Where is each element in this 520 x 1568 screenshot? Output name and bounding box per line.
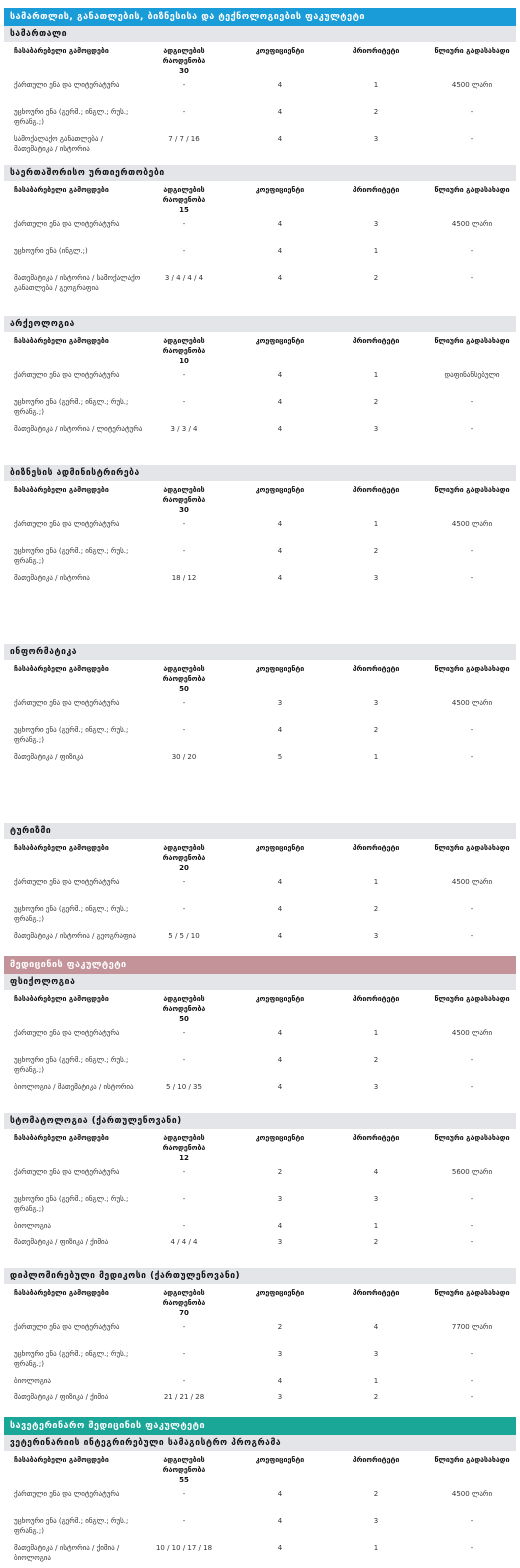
- annual-fee: 4500 ლარი: [451, 878, 493, 886]
- annual-fee: -: [470, 1238, 474, 1246]
- exam-coefficient: 3: [277, 1195, 283, 1203]
- header-exams: ჩასაბარებელი გამოცდები: [14, 486, 109, 494]
- table-row: [4, 750, 516, 777]
- exam-coefficient: 4: [277, 520, 283, 528]
- annual-fee: -: [470, 574, 474, 582]
- exam-priority: 2: [373, 1393, 379, 1401]
- header-coefficient: კოეფიციენტი: [255, 1456, 305, 1464]
- program-title: ტურიზმი: [4, 823, 516, 839]
- exam-priority: 3: [373, 1195, 379, 1203]
- exam-priority: 2: [373, 1238, 379, 1246]
- exam-places: 5 / 10 / 35: [166, 1083, 202, 1091]
- exam-name: უცხოური ენა (გერმ.; ინგლ.; რუს.; ფრანგ.;): [14, 1350, 129, 1368]
- exam-priority: 1: [373, 1544, 379, 1552]
- annual-fee: 4500 ლარი: [451, 81, 493, 89]
- exam-name: მათემატიკა / ისტორია / ქიმია / ბიოლოგია: [14, 1544, 120, 1562]
- seat-count: 30: [179, 67, 189, 75]
- header-exams: ჩასაბარებელი გამოცდები: [14, 1289, 109, 1297]
- exam-coefficient: 4: [277, 247, 283, 255]
- table-row: [4, 1219, 516, 1235]
- header-coefficient: კოეფიციენტი: [255, 186, 305, 194]
- exam-priority: 1: [373, 1222, 379, 1230]
- seat-count: 12: [179, 1154, 189, 1162]
- annual-fee: 5600 ლარი: [451, 1168, 493, 1176]
- exam-coefficient: 4: [277, 574, 283, 582]
- exam-name: ქართული ენა და ლიტერატურა: [14, 699, 120, 707]
- header-priority: პრიორიტეტი: [352, 1134, 400, 1142]
- header-annual-fee: წლიური გადასახადი: [434, 47, 510, 55]
- exam-coefficient: 3: [277, 1393, 283, 1401]
- table-row: [4, 571, 516, 598]
- annual-fee: -: [470, 726, 474, 734]
- table-row: [4, 1390, 516, 1417]
- exam-priority: 2: [373, 905, 379, 913]
- exam-coefficient: 3: [277, 699, 283, 707]
- table-header: [4, 332, 516, 368]
- exam-places: 7 / 7 / 16: [168, 135, 200, 143]
- exam-name: უცხოური ენა (ინგლ.;): [14, 247, 88, 255]
- annual-fee: -: [470, 1350, 474, 1358]
- exam-places: -: [182, 1377, 186, 1385]
- exam-name: ქართული ენა და ლიტერატურა: [14, 520, 120, 528]
- annual-fee: -: [470, 1222, 474, 1230]
- annual-fee: -: [470, 547, 474, 555]
- program-section: [0, 1268, 520, 1417]
- exam-places: -: [182, 1350, 186, 1358]
- table-header: [4, 990, 516, 1026]
- exam-places: -: [182, 699, 186, 707]
- table-row: [4, 902, 516, 929]
- exam-name: მათემატიკა / ისტორია / ლიტერატურა: [14, 425, 143, 433]
- table-header: [4, 839, 516, 875]
- header-exams: ჩასაბარებელი გამოცდები: [14, 186, 109, 194]
- table-row: [4, 1026, 516, 1053]
- exam-priority: 3: [373, 699, 379, 707]
- program-title: ფსიქოლოგია: [4, 974, 516, 990]
- exam-name: უცხოური ენა (გერმ.; ინგლ.; რუს.; ფრანგ.;): [14, 1517, 129, 1535]
- header-coefficient: კოეფიციენტი: [255, 1289, 305, 1297]
- exam-name: მათემატიკა / ფიზიკა / ქიმია: [14, 1393, 109, 1401]
- table-row: [4, 1053, 516, 1080]
- exam-name: სამოქალაქო განათლება / მათემატიკა / ისტორია: [14, 135, 104, 153]
- table-row: [4, 1374, 516, 1390]
- table-row: [4, 875, 516, 902]
- exam-places: 30 / 20: [171, 753, 197, 761]
- header-coefficient: კოეფიციენტი: [255, 1134, 305, 1142]
- header-exams: ჩასაბარებელი გამოცდები: [14, 47, 109, 55]
- exam-places: -: [182, 905, 186, 913]
- exam-places: -: [182, 81, 186, 89]
- exam-coefficient: 4: [277, 1490, 283, 1498]
- annual-fee: -: [470, 247, 474, 255]
- exam-coefficient: 4: [277, 726, 283, 734]
- annual-fee: -: [470, 1377, 474, 1385]
- exam-coefficient: 4: [277, 1377, 283, 1385]
- header-places: ადგილების რაოდენობა: [162, 486, 206, 504]
- table-header: [4, 660, 516, 696]
- header-places: ადგილების რაოდენობა: [162, 1456, 206, 1474]
- header-exams: ჩასაბარებელი გამოცდები: [14, 665, 109, 673]
- annual-fee: -: [470, 905, 474, 913]
- program-section: [0, 1435, 520, 1568]
- exam-places: 18 / 12: [171, 574, 197, 582]
- program-section: [0, 316, 520, 449]
- exam-places: -: [182, 520, 186, 528]
- exam-places: -: [182, 220, 186, 228]
- exam-places: -: [182, 1168, 186, 1176]
- header-places: ადგილების რაოდენობა: [162, 1289, 206, 1307]
- seat-count: 50: [179, 685, 189, 693]
- exam-places: 21 / 21 / 28: [163, 1393, 205, 1401]
- exam-places: -: [182, 1056, 186, 1064]
- table-row: [4, 517, 516, 544]
- exam-coefficient: 4: [277, 371, 283, 379]
- exam-priority: 4: [373, 1168, 379, 1176]
- header-places: ადგილების რაოდენობა: [162, 1134, 206, 1152]
- exam-places: 5 / 5 / 10: [168, 932, 200, 940]
- exam-name: უცხოური ენა (გერმ.; ინგლ.; რუს.; ფრანგ.;): [14, 1056, 129, 1074]
- header-annual-fee: წლიური გადასახადი: [434, 486, 510, 494]
- exam-coefficient: 2: [277, 1168, 283, 1176]
- table-row: [4, 696, 516, 723]
- annual-fee: -: [470, 1544, 474, 1552]
- exam-places: -: [182, 1517, 186, 1525]
- header-coefficient: კოეფიციენტი: [255, 486, 305, 494]
- program-section: [0, 165, 520, 298]
- annual-fee: დაფინანსებული: [444, 371, 500, 379]
- table-row: [4, 1165, 516, 1192]
- exam-places: -: [182, 1195, 186, 1203]
- seat-count: 70: [179, 1309, 189, 1317]
- header-places: ადგილების რაოდენობა: [162, 337, 206, 355]
- exam-priority: 3: [373, 574, 379, 582]
- exam-coefficient: 4: [277, 274, 283, 282]
- exam-places: -: [182, 108, 186, 116]
- header-coefficient: კოეფიციენტი: [255, 337, 305, 345]
- exam-name: უცხოური ენა (გერმ.; ინგლ.; რუს.; ფრანგ.;): [14, 398, 129, 416]
- header-annual-fee: წლიური გადასახადი: [434, 1456, 510, 1464]
- exam-priority: 2: [373, 398, 379, 406]
- seat-count: 50: [179, 1015, 189, 1023]
- table-row: [4, 1320, 516, 1347]
- exam-priority: 1: [373, 753, 379, 761]
- header-priority: პრიორიტეტი: [352, 1289, 400, 1297]
- program-title: დიპლომირებული მედიკოსი (ქართულენოვანი): [4, 1268, 516, 1284]
- header-priority: პრიორიტეტი: [352, 1456, 400, 1464]
- exam-places: -: [182, 726, 186, 734]
- exam-priority: 2: [373, 274, 379, 282]
- annual-fee: -: [470, 753, 474, 761]
- program-title: საერთაშორისო ურთიერთობები: [4, 165, 516, 181]
- table-row: [4, 78, 516, 105]
- exam-priority: 1: [373, 1029, 379, 1037]
- exam-name: ბიოლოგია / მათემატიკა / ისტორია: [14, 1083, 134, 1091]
- header-coefficient: კოეფიციენტი: [255, 47, 305, 55]
- exam-name: უცხოური ენა (გერმ.; ინგლ.; რუს.; ფრანგ.;): [14, 108, 129, 126]
- faculty-header: სავეტერინარო მედიცინის ფაკულტეტი: [4, 1417, 516, 1435]
- table-row: [4, 1080, 516, 1107]
- exam-places: 10 / 10 / 17 / 18: [155, 1544, 213, 1552]
- exam-priority: 2: [373, 108, 379, 116]
- table-row: [4, 105, 516, 132]
- exam-coefficient: 4: [277, 220, 283, 228]
- table-row: [4, 395, 516, 422]
- annual-fee: 4500 ლარი: [451, 1029, 493, 1037]
- exam-name: ბიოლოგია: [14, 1377, 51, 1385]
- program-title: სტომატოლოგია (ქართულენოვანი): [4, 1113, 516, 1129]
- exam-places: -: [182, 371, 186, 379]
- annual-fee: 4500 ლარი: [451, 1490, 493, 1498]
- header-annual-fee: წლიური გადასახადი: [434, 1289, 510, 1297]
- exam-places: -: [182, 1490, 186, 1498]
- table-header: [4, 181, 516, 217]
- exam-coefficient: 3: [277, 1350, 283, 1358]
- header-places: ადგილების რაოდენობა: [162, 186, 206, 204]
- header-annual-fee: წლიური გადასახადი: [434, 844, 510, 852]
- exam-coefficient: 4: [277, 932, 283, 940]
- annual-fee: -: [470, 1195, 474, 1203]
- header-exams: ჩასაბარებელი გამოცდები: [14, 1456, 109, 1464]
- exam-places: -: [182, 878, 186, 886]
- faculty-header: მედიცინის ფაკულტეტი: [4, 956, 516, 974]
- annual-fee: 4500 ლარი: [451, 520, 493, 528]
- exam-priority: 3: [373, 1517, 379, 1525]
- exam-places: 4 / 4 / 4: [170, 1238, 198, 1246]
- exam-name: ქართული ენა და ლიტერატურა: [14, 1029, 120, 1037]
- exam-name: უცხოური ენა (გერმ.; ინგლ.; რუს.; ფრანგ.;): [14, 726, 129, 744]
- exam-name: ბიოლოგია: [14, 1222, 51, 1230]
- exam-coefficient: 4: [277, 108, 283, 116]
- exam-priority: 4: [373, 1323, 379, 1331]
- exam-name: ქართული ენა და ლიტერატურა: [14, 220, 120, 228]
- exam-name: მათემატიკა / ისტორია / სამოქალაქო განათლება / გეოგრაფია: [14, 274, 141, 292]
- exam-coefficient: 4: [277, 425, 283, 433]
- exam-name: ქართული ენა და ლიტერატურა: [14, 371, 120, 379]
- exam-coefficient: 4: [277, 81, 283, 89]
- faculty-header: სამართლის, განათლების, ბიზნესისა და ტექნოლოგიების ფაკულტეტი: [4, 8, 516, 26]
- program-title: სამართალი: [4, 26, 516, 42]
- exam-priority: 1: [373, 81, 379, 89]
- exam-priority: 2: [373, 726, 379, 734]
- table-row: [4, 271, 516, 298]
- exam-priority: 3: [373, 220, 379, 228]
- seat-count: 30: [179, 506, 189, 514]
- annual-fee: -: [470, 1393, 474, 1401]
- table-header: [4, 481, 516, 517]
- table-row: [4, 132, 516, 159]
- exam-priority: 2: [373, 1056, 379, 1064]
- exam-priority: 1: [373, 520, 379, 528]
- header-coefficient: კოეფიციენტი: [255, 665, 305, 673]
- table-row: [4, 544, 516, 571]
- exam-coefficient: 4: [277, 398, 283, 406]
- annual-fee: -: [470, 425, 474, 433]
- exam-places: -: [182, 1029, 186, 1037]
- exam-places: -: [182, 247, 186, 255]
- exam-coefficient: 4: [277, 1222, 283, 1230]
- exam-coefficient: 3: [277, 1238, 283, 1246]
- exam-coefficient: 4: [277, 1083, 283, 1091]
- exam-places: -: [182, 398, 186, 406]
- exam-priority: 2: [373, 547, 379, 555]
- annual-fee: -: [470, 108, 474, 116]
- exam-coefficient: 4: [277, 1544, 283, 1552]
- table-row: [4, 244, 516, 271]
- header-coefficient: კოეფიციენტი: [255, 995, 305, 1003]
- exam-coefficient: 4: [277, 1056, 283, 1064]
- exam-coefficient: 2: [277, 1323, 283, 1331]
- header-exams: ჩასაბარებელი გამოცდები: [14, 1134, 109, 1142]
- exam-priority: 3: [373, 425, 379, 433]
- header-priority: პრიორიტეტი: [352, 47, 400, 55]
- program-section: [0, 823, 520, 956]
- seat-count: 20: [179, 864, 189, 872]
- exam-coefficient: 5: [277, 753, 283, 761]
- table-row: [4, 368, 516, 395]
- program-section: [0, 1113, 520, 1262]
- annual-fee: -: [470, 1056, 474, 1064]
- annual-fee: -: [470, 135, 474, 143]
- header-annual-fee: წლიური გადასახადი: [434, 665, 510, 673]
- header-places: ადგილების რაოდენობა: [162, 665, 206, 683]
- exam-name: ქართული ენა და ლიტერატურა: [14, 1490, 120, 1498]
- header-coefficient: კოეფიციენტი: [255, 844, 305, 852]
- exam-priority: 3: [373, 1083, 379, 1091]
- table-header: [4, 1451, 516, 1487]
- header-priority: პრიორიტეტი: [352, 665, 400, 673]
- exam-name: უცხოური ენა (გერმ.; ინგლ.; რუს.; ფრანგ.;): [14, 1195, 129, 1213]
- exam-coefficient: 4: [277, 1029, 283, 1037]
- exam-coefficient: 4: [277, 878, 283, 886]
- exam-priority: 1: [373, 371, 379, 379]
- annual-fee: -: [470, 274, 474, 282]
- header-places: ადგილების რაოდენობა: [162, 995, 206, 1013]
- exam-priority: 3: [373, 932, 379, 940]
- program-section: [0, 465, 520, 598]
- exam-name: მათემატიკა / ისტორია: [14, 574, 90, 582]
- exam-name: ქართული ენა და ლიტერატურა: [14, 1323, 120, 1331]
- exam-places: 3 / 3 / 4: [170, 425, 198, 433]
- exam-priority: 2: [373, 1490, 379, 1498]
- table-header: [4, 1284, 516, 1320]
- seat-count: 15: [179, 206, 189, 214]
- table-row: [4, 1347, 516, 1374]
- exam-name: მათემატიკა / ისტორია / გეოგრაფია: [14, 932, 136, 940]
- table-header: [4, 42, 516, 78]
- annual-fee: 7700 ლარი: [451, 1323, 493, 1331]
- header-priority: პრიორიტეტი: [352, 186, 400, 194]
- table-header: [4, 1129, 516, 1165]
- exam-coefficient: 4: [277, 547, 283, 555]
- exam-places: -: [182, 1222, 186, 1230]
- exam-priority: 1: [373, 1377, 379, 1385]
- program-section: [0, 974, 520, 1107]
- table-row: [4, 1487, 516, 1514]
- annual-fee: -: [470, 1517, 474, 1525]
- header-priority: პრიორიტეტი: [352, 995, 400, 1003]
- header-priority: პრიორიტეტი: [352, 337, 400, 345]
- exam-places: 3 / 4 / 4 / 4: [164, 274, 204, 282]
- table-row: [4, 1514, 516, 1541]
- exam-priority: 3: [373, 1350, 379, 1358]
- header-exams: ჩასაბარებელი გამოცდები: [14, 995, 109, 1003]
- header-priority: პრიორიტეტი: [352, 844, 400, 852]
- program-section: [0, 644, 520, 777]
- exam-coefficient: 4: [277, 135, 283, 143]
- exam-name: ქართული ენა და ლიტერატურა: [14, 1168, 120, 1176]
- program-title: ინფორმატიკა: [4, 644, 516, 660]
- program-title: ბიზნესის ადმინისტრირება: [4, 465, 516, 481]
- table-row: [4, 217, 516, 244]
- annual-fee: -: [470, 398, 474, 406]
- exam-name: უცხოური ენა (გერმ.; ინგლ.; რუს.; ფრანგ.;): [14, 905, 129, 923]
- table-row: [4, 723, 516, 750]
- program-title: არქეოლოგია: [4, 316, 516, 332]
- exam-name: ქართული ენა და ლიტერატურა: [14, 878, 120, 886]
- exam-places: -: [182, 1323, 186, 1331]
- header-exams: ჩასაბარებელი გამოცდები: [14, 844, 109, 852]
- exam-name: ქართული ენა და ლიტერატურა: [14, 81, 120, 89]
- exam-coefficient: 4: [277, 1517, 283, 1525]
- header-annual-fee: წლიური გადასახადი: [434, 186, 510, 194]
- header-priority: პრიორიტეტი: [352, 486, 400, 494]
- table-row: [4, 1235, 516, 1262]
- annual-fee: -: [470, 932, 474, 940]
- header-places: ადგილების რაოდენობა: [162, 844, 206, 862]
- annual-fee: -: [470, 1083, 474, 1091]
- program-title: ვეტერინარიის ინტეგრირებული სამაგისტრო პროგრამა: [4, 1435, 516, 1451]
- table-row: [4, 929, 516, 956]
- annual-fee: 4500 ლარი: [451, 699, 493, 707]
- exam-priority: 3: [373, 135, 379, 143]
- program-section: [0, 26, 520, 159]
- exam-priority: 1: [373, 878, 379, 886]
- seat-count: 55: [179, 1476, 189, 1484]
- exam-priority: 1: [373, 247, 379, 255]
- annual-fee: 4500 ლარი: [451, 220, 493, 228]
- table-row: [4, 1541, 516, 1568]
- header-annual-fee: წლიური გადასახადი: [434, 995, 510, 1003]
- table-row: [4, 422, 516, 449]
- header-places: ადგილების რაოდენობა: [162, 47, 206, 65]
- header-annual-fee: წლიური გადასახადი: [434, 1134, 510, 1142]
- exam-coefficient: 4: [277, 905, 283, 913]
- header-annual-fee: წლიური გადასახადი: [434, 337, 510, 345]
- exam-name: მათემატიკა / ფიზიკა: [14, 753, 84, 761]
- seat-count: 10: [179, 357, 189, 365]
- table-row: [4, 1192, 516, 1219]
- header-exams: ჩასაბარებელი გამოცდები: [14, 337, 109, 345]
- exam-places: -: [182, 547, 186, 555]
- exam-name: მათემატიკა / ფიზიკა / ქიმია: [14, 1238, 109, 1246]
- exam-name: უცხოური ენა (გერმ.; ინგლ.; რუს.; ფრანგ.;): [14, 547, 129, 565]
